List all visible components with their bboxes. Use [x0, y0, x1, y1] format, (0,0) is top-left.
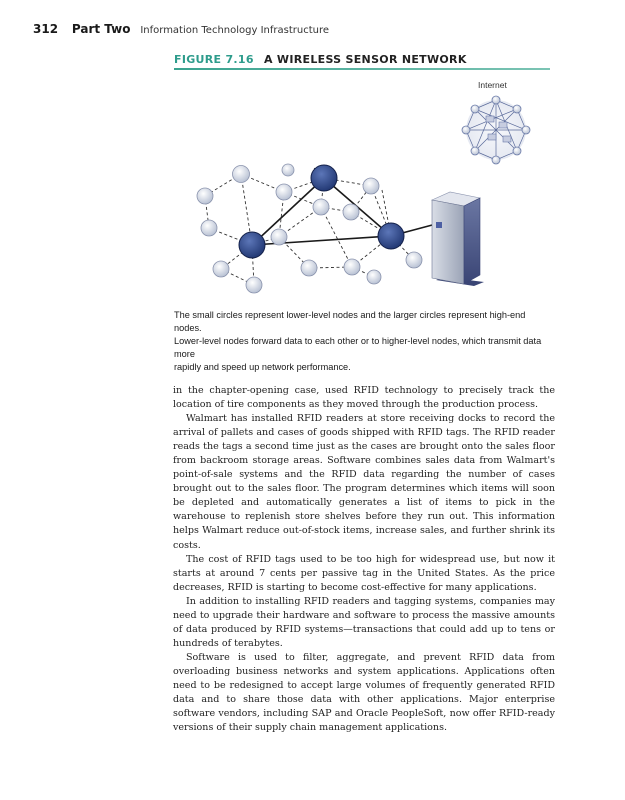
paragraph: Walmart has installed RFID readers at store receiving docks to record the arrival of pallets and cases of goods shipped with RFID tags. The RFID reader reads the tags a second time just as the cases are brought onto the sales floor from backroom storage areas. Software combines sales data from Walmart's point-of-sale systems and the RFID data regarding the number of cases brought out to the sales floor. The program determines which items will soon be depleted and automatically generates a list of items to pick in the warehouse to replenish store shelves before they run out. This information helps Walmart reduce out-of-stock items, increase sales, and further shrink its costs.: [173, 413, 555, 551]
figure-caption: [174, 309, 554, 374]
paragraph: The cost of RFID tags used to be too high for widespread use, but now it starts at around 7 cents per passive tag in the United States. As the price decreases, RFID is starting to become cost-effective for many applications.: [173, 553, 555, 593]
figure-title-rule: [174, 68, 550, 70]
paragraph: in the chapter-opening case, used RFID technology to precisely track the location of tire components as they moved through the production process.: [173, 385, 555, 411]
internet-label: Internet: [478, 80, 507, 90]
section-label: Information Technology Infrastructure: [140, 25, 330, 36]
caption-line: rapidly and speed up network performance.: [174, 362, 351, 372]
paragraph: In addition to installing RFID readers and tagging systems, companies may need to upgrade their hardware and software to process the massive amounts of data produced by RFID systems—transactions that could add up to tens or hundreds of terabytes.: [173, 595, 555, 649]
server-icon: [432, 192, 484, 286]
caption-line: Lower-level nodes forward data to each other or to higher-level nodes, which transmit data more: [174, 336, 542, 359]
caption-line: The small circles represent lower-level nodes and the larger circles represent high-end nodes.: [174, 310, 526, 333]
page-number: 312: [33, 22, 59, 36]
paragraph: Software is used to filter, aggregate, and prevent RFID data from overloading business networks and system applications. Applications often need to be redesigned to accept large volumes of frequently generated RFID data and to share those data with other applications. Major enterprise software vendors, including SAP and Oracle PeopleSoft, now offer RFID-ready versions of their supply chain management applications.: [173, 651, 555, 734]
page-header: [33, 22, 329, 36]
figure-title: [174, 53, 467, 66]
internet-cloud: [462, 80, 530, 164]
figure-name: A WIRELESS SENSOR NETWORK: [263, 53, 467, 66]
part-label: Part Two: [71, 22, 131, 36]
figure-number: FIGURE 7.16: [174, 53, 254, 66]
sensor-network-diagram: [174, 72, 550, 300]
body-text: [173, 384, 555, 735]
sensor-network-figure: [174, 72, 550, 300]
